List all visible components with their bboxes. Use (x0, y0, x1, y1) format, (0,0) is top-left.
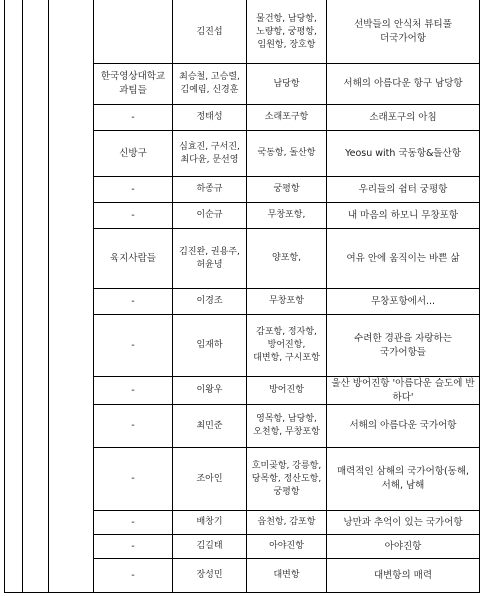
team-cell: - (131, 420, 135, 431)
title-cell: 서해의 아름다운 항구 남당항 (343, 78, 463, 89)
author-cell: 김진완, 권용주, 허윤녕 (179, 246, 240, 270)
author-cell: 이경조 (196, 296, 223, 306)
author-cell: 이왕우 (196, 385, 223, 395)
author-cell: 최민준 (196, 420, 223, 431)
team-cell: - (131, 339, 135, 351)
title-cell: 서해의 아름다운 국가어항 (349, 420, 457, 431)
title-cell: 여유 안에 움직이는 바쁜 삶 (346, 252, 460, 264)
author-cell: 조아인 (196, 473, 223, 484)
team-cell: - (131, 569, 135, 581)
port-cell: 궁평항 (273, 184, 300, 194)
team-cell (94, 1, 172, 63)
author-cell: 심효진, 구서진, 최다윤, 문선영 (179, 141, 240, 165)
author-cell: 장성민 (196, 570, 223, 580)
port-cell: 읍천항, 감포항 (257, 517, 316, 527)
author-cell: 정태성 (196, 112, 223, 122)
team-cell: - (131, 295, 135, 307)
port-cell: 양포항, (272, 253, 301, 263)
team-cell: - (131, 540, 135, 552)
column-rule (22, 0, 23, 593)
author-cell: 임재하 (196, 340, 223, 350)
team-cell: 한국영상대학교 과팀들 (100, 71, 166, 96)
title-cell: 낭만과 추억이 있는 국가어항 (343, 516, 463, 528)
title-cell: 소래포구의 아침 (369, 111, 437, 123)
title-cell: 우리들의 쉼터 궁평항 (358, 183, 448, 195)
port-cell: 국동항, 돌산항 (257, 148, 316, 158)
title-cell: 대변항의 매력 (373, 569, 433, 581)
port-cell: 감포항, 정자항, 방어진항, 대변항, 구시포항 (253, 327, 320, 363)
title-cell: 무창포항에서... (370, 295, 436, 307)
title-cell: 울산 방어진항 '아름다운 슬도에 반하다' (331, 377, 475, 403)
title-cell: Yeosu with 국동항&돌산항 (345, 147, 461, 159)
team-cell: - (131, 209, 135, 221)
port-cell: 대변항 (273, 570, 300, 580)
title-cell: 내 마음의 하모니 무창포항 (347, 209, 458, 221)
author-cell: 최승철, 고승렬, 김예림, 신경훈 (179, 72, 240, 95)
author-cell: 김길태 (196, 541, 223, 551)
team-cell: - (131, 183, 135, 195)
column-rule (4, 0, 5, 593)
team-cell: - (131, 384, 135, 396)
port-cell: 아야진항 (269, 541, 304, 551)
author-cell: 배창기 (196, 517, 223, 527)
port-cell: 영목항, 남당항, 오천항, 무창포항 (253, 414, 320, 437)
team-cell: 신방구 (119, 147, 147, 159)
author-cell: 하종규 (196, 184, 223, 194)
team-cell: - (131, 111, 135, 123)
title-cell: 수려한 경관을 자랑하는 국가어항들 (354, 332, 452, 358)
team-cell: - (131, 473, 135, 484)
title-cell: 매력적인 삼해의 국가어항(동해, 서해, 남해 (336, 466, 470, 491)
author-cell: 이순규 (196, 210, 223, 220)
port-cell: 무창포항 (269, 296, 304, 306)
port-cell: 방어진항 (269, 385, 304, 395)
column-rule (48, 0, 49, 593)
title-cell: 아야진항 (384, 540, 422, 552)
team-cell: - (131, 516, 135, 528)
port-cell: 호미곶항, 강릉항, 당목항, 정산도항, 궁평항 (251, 460, 322, 497)
title-cell: 선박들의 안식처 뷰티풀 더국가어항 (354, 19, 452, 44)
author-cell: 김진섭 (196, 26, 223, 37)
table-bottom-rule (4, 592, 480, 593)
port-cell: 남당항 (273, 78, 300, 89)
port-cell: 무창포항, (267, 210, 306, 220)
team-cell: 육지사람들 (110, 252, 156, 264)
port-cell: 물건항, 남당항, 노량항, 궁평항, 임원항, 장호항 (256, 13, 317, 50)
port-cell: 소래포구항 (264, 112, 309, 122)
